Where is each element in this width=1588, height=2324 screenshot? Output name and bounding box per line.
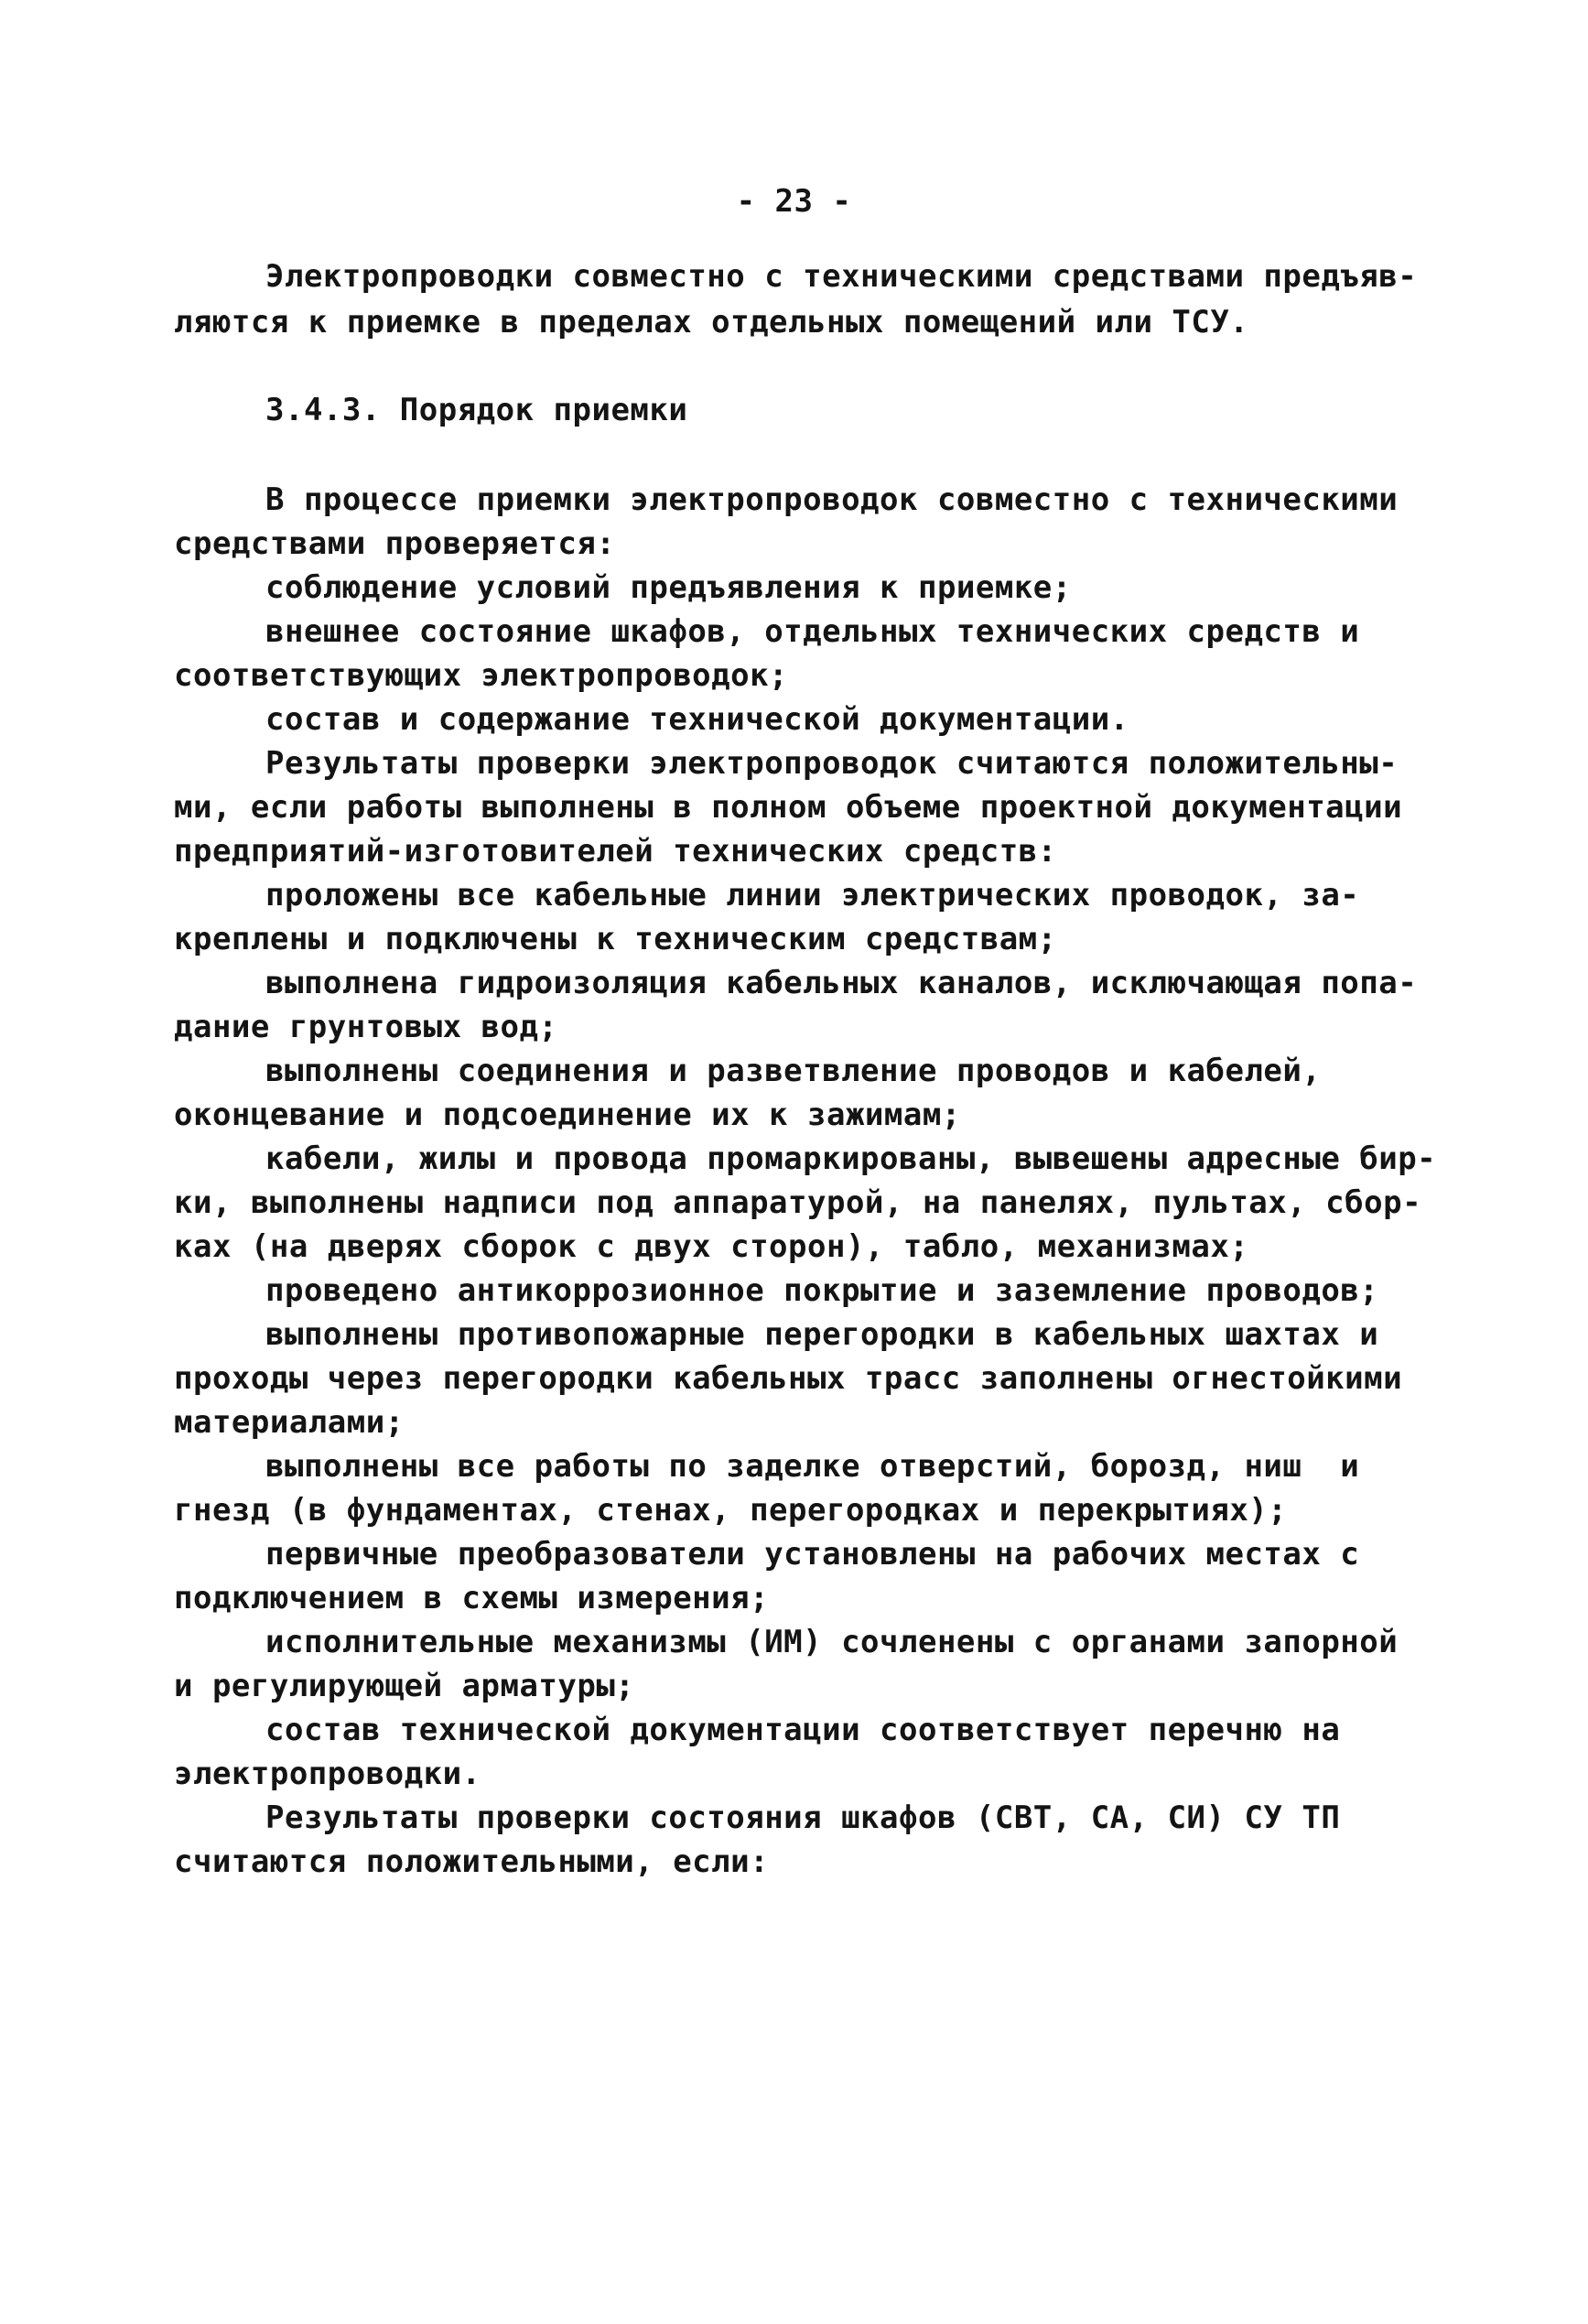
text-line: ках (на дверях сборок с двух сторон), табло, механизмах; [174,1228,1249,1265]
text-line: материалами; [174,1404,405,1441]
text-line: внешнее состояние шкафов, отдельных технических средств и [265,613,1360,650]
section-heading: 3.4.3. Порядок приемки [265,392,688,428]
page-number: - 23 - [736,183,852,220]
text-line: первичные преобразователи установлены на рабочих местах с [265,1536,1360,1573]
text-line: оконцевание и подсоединение их к зажимам; [174,1097,961,1133]
text-line: ки, выполнены надписи под аппаратурой, на панелях, пультах, сбор- [174,1184,1422,1221]
text-line: соблюдение условий предъявления к приемке; [265,569,1072,606]
text-line: выполнены противопожарные перегородки в кабельных шахтах и [265,1316,1379,1353]
text-line: В процессе приемки электропроводок совместно с техническими [265,481,1399,518]
text-line: выполнены соединения и разветвление проводов и кабелей, [265,1053,1322,1089]
text-line: подключением в схемы измерения; [174,1580,770,1616]
text-line: соответствующих электропроводок; [174,657,789,694]
text-line: гнезд (в фундаментах, стенах, перегородках и перекрытиях); [174,1492,1288,1529]
text-line: Результаты проверки электропроводок считаются положительны- [265,745,1399,782]
text-line: и регулирующей арматуры; [174,1668,635,1704]
text-line: считаются положительными, если: [174,1843,770,1880]
text-line: ляются к приемке в пределах отдельных помещений или ТСУ. [174,304,1249,340]
text-line: проведено антикоррозионное покрытие и заземление проводов; [265,1272,1379,1309]
text-line: проходы через перегородки кабельных трасс заполнены огнестойкими [174,1360,1403,1397]
text-line: электропроводки. [174,1756,481,1792]
text-line: креплены и подключены к техническим средствам; [174,921,1057,957]
text-line: состав технической документации соответствует перечню на [265,1712,1341,1748]
text-line: Результаты проверки состояния шкафов (СВТ, СА, СИ) СУ ТП [265,1800,1341,1836]
text-line: предприятий-изготовителей технических средств: [174,833,1057,870]
text-line: выполнена гидроизоляция кабельных каналов, исключающая попа- [265,965,1418,1001]
text-line: проложены все кабельные линии электрических проводок, за- [265,877,1360,913]
text-line: состав и содержание технической документации. [265,701,1129,738]
text-line: средствами проверяется: [174,525,616,562]
text-line: выполнены все работы по заделке отверстий, борозд, ниш и [265,1448,1360,1485]
text-line: кабели, жилы и провода промаркированы, вывешены адресные бир- [265,1140,1437,1177]
text-line: ми, если работы выполнены в полном объеме проектной документации [174,789,1403,826]
text-line: Электропроводки совместно с техническими средствами предъяв- [265,258,1418,295]
text-line: исполнительные механизмы (ИМ) сочленены с органами запорной [265,1624,1399,1660]
text-line: дание грунтовых вод; [174,1009,558,1045]
